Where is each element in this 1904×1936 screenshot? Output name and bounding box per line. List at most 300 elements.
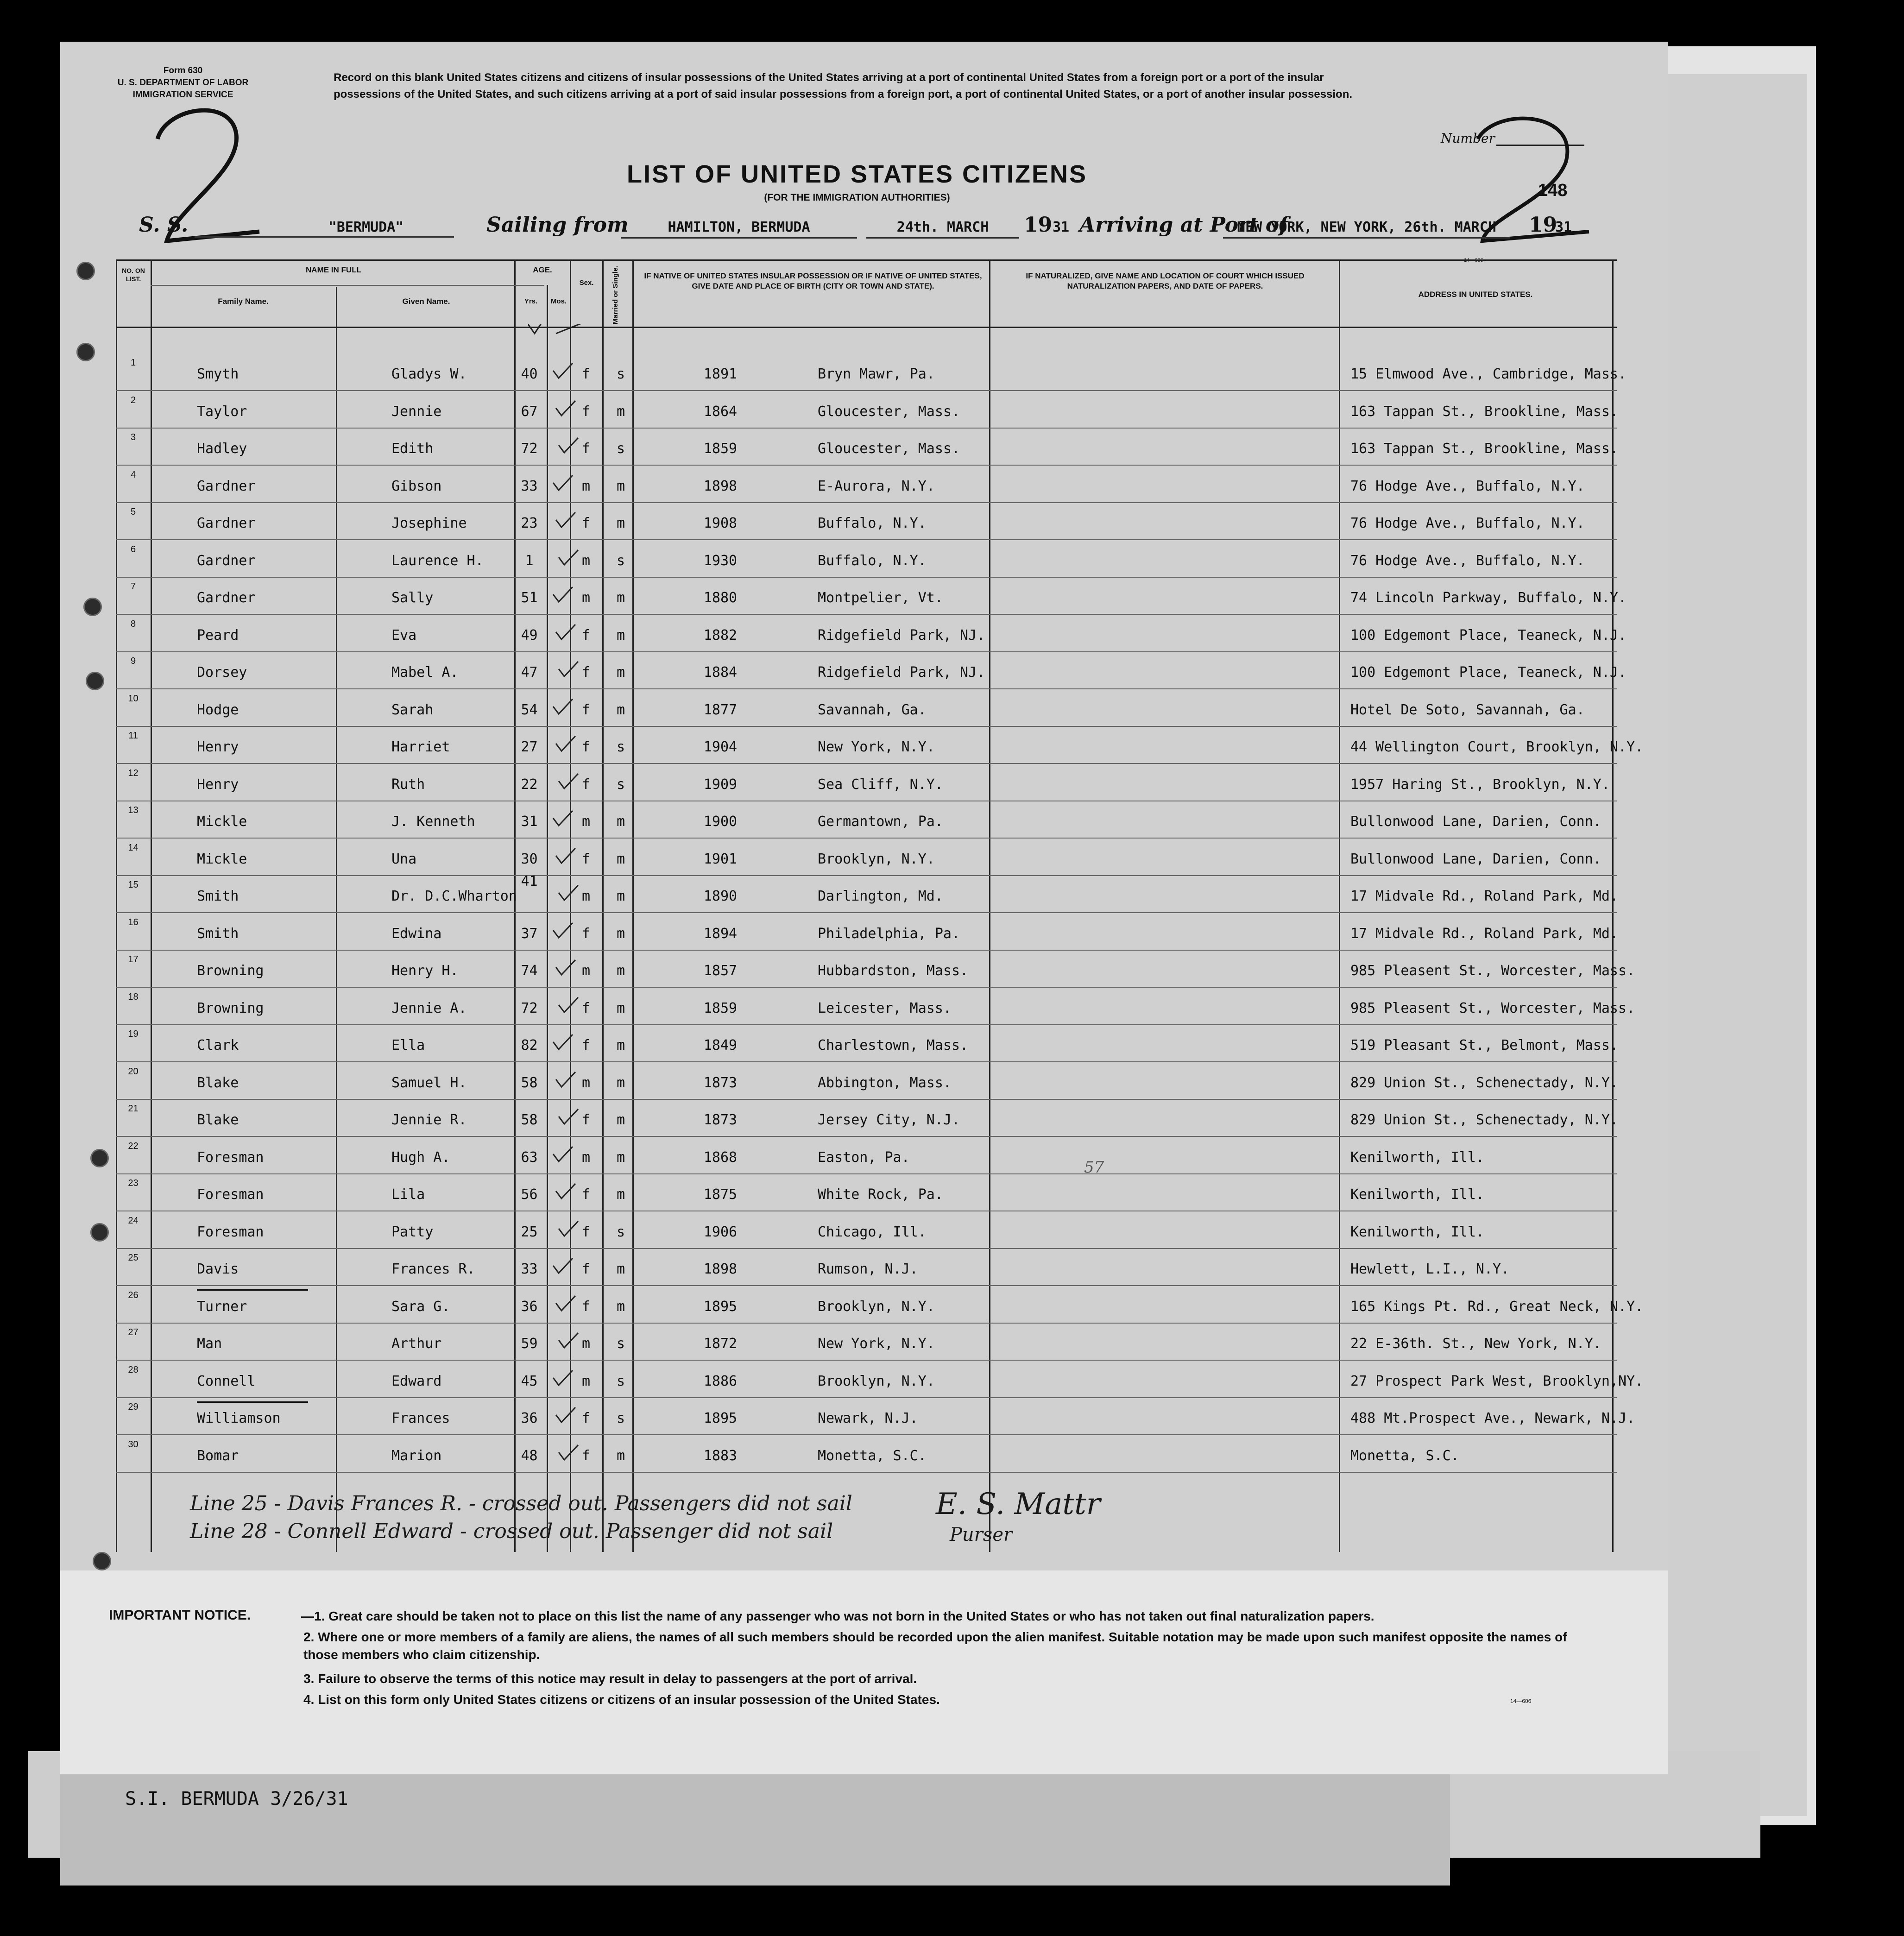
cell-address: Bullonwood Lane, Darien, Conn.: [1350, 813, 1601, 830]
cell-address: 165 Kings Pt. Rd., Great Neck, N.Y.: [1350, 1298, 1644, 1315]
row-number: 4: [130, 469, 136, 480]
cell-year: 1872: [703, 1336, 738, 1352]
cell-family: Gardner: [197, 590, 256, 606]
cell-place: Leicester, Mass.: [818, 1000, 952, 1016]
row-rule: [116, 1061, 1617, 1062]
row-number: 29: [128, 1402, 139, 1412]
row-rule: [116, 763, 1617, 764]
cell-year: 1873: [703, 1112, 738, 1128]
cell-given: Jennie: [391, 403, 442, 420]
cell-mar: m: [616, 1074, 625, 1091]
cell-year: 1895: [703, 1410, 738, 1426]
row-rule: [116, 1323, 1617, 1324]
cell-mar: s: [616, 552, 625, 569]
cell-yrs: 36: [521, 1298, 538, 1315]
cell-place: Buffalo, N.Y.: [818, 552, 927, 569]
row-rule: [116, 577, 1617, 578]
cell-address: Hotel De Soto, Savannah, Ga.: [1350, 701, 1585, 718]
cell-place: Gloucester, Mass.: [818, 441, 960, 457]
cell-address: 17 Midvale Rd., Roland Park, Md.: [1350, 925, 1618, 942]
cell-family: Henry: [197, 776, 239, 793]
header-sex: Sex.: [579, 279, 594, 287]
cell-given: Edith: [391, 441, 434, 457]
check-mark: [557, 661, 580, 681]
cell-yrs: 41: [521, 873, 538, 889]
number-label: Number: [1441, 131, 1495, 146]
cell-yrs: 36: [521, 1410, 538, 1426]
cell-year: 1901: [703, 851, 738, 867]
check-mark: [554, 959, 577, 979]
check-mark: [551, 1034, 574, 1054]
cell-address: Kenilworth, Ill.: [1350, 1149, 1484, 1166]
cell-family: Gardner: [197, 478, 256, 494]
row-rule: [116, 651, 1617, 652]
cell-family: Foresman: [197, 1186, 264, 1203]
cell-family: Taylor: [197, 403, 247, 420]
cell-yrs: 45: [521, 1373, 538, 1389]
cell-place: Brooklyn, N.Y.: [818, 1373, 935, 1389]
cell-given: Samuel H.: [391, 1074, 467, 1091]
check-mark: [551, 474, 574, 495]
cell-yrs: 54: [521, 701, 538, 718]
cell-given: Mabel A.: [391, 664, 459, 681]
cell-sex: f: [581, 366, 591, 382]
cell-given: Patty: [391, 1223, 434, 1240]
cell-given: Eva: [391, 627, 417, 643]
cell-yrs: 1: [525, 552, 534, 569]
cell-family: Dorsey: [197, 664, 247, 681]
col-divider: [514, 259, 516, 1552]
cell-yrs: 27: [521, 739, 538, 755]
row-number: 13: [128, 805, 139, 815]
cell-given: Jennie A.: [391, 1000, 467, 1016]
cell-sex: f: [581, 1298, 591, 1315]
notice-item-4: 4. List on this form only United States citizens or citizens of an insular possession of the United States.: [303, 1692, 940, 1707]
check-mark: [554, 1406, 577, 1427]
cell-year: 1891: [703, 366, 738, 382]
cell-address: 829 Union St., Schenectady, N.Y.: [1350, 1112, 1618, 1128]
cell-family: Turner: [197, 1298, 247, 1315]
cell-sex: f: [581, 701, 591, 718]
cell-year: 1882: [703, 627, 738, 643]
check-mark: [554, 1071, 577, 1091]
sailing-label: Sailing from: [486, 213, 629, 237]
cell-given: Sally: [391, 590, 434, 606]
row-rule: [116, 688, 1617, 689]
cell-yrs: 31: [521, 813, 538, 830]
cell-year: 1884: [703, 664, 738, 681]
cell-sex: f: [581, 776, 591, 793]
cell-place: Newark, N.J.: [818, 1410, 918, 1426]
punch-hole: [86, 672, 104, 690]
row-number: 14: [128, 842, 139, 853]
cell-mar: m: [616, 515, 625, 531]
cell-year: 1890: [703, 888, 738, 904]
cell-place: New York, N.Y.: [818, 1336, 935, 1352]
note-line-28: Line 28 - Connell Edward - crossed out. Passenger did not sail: [190, 1520, 833, 1543]
cell-family: Smyth: [197, 366, 239, 382]
header-family-name: Family Name.: [218, 297, 269, 306]
form-code: 14—606: [1464, 258, 1483, 263]
year-prefix: 19: [1024, 213, 1053, 237]
cell-yrs: 47: [521, 664, 538, 681]
cell-year: 1859: [703, 441, 738, 457]
col-divider: [336, 287, 337, 1552]
cell-address: 74 Lincoln Parkway, Buffalo, N.Y.: [1350, 590, 1627, 606]
cell-mar: s: [616, 1373, 625, 1389]
punch-hole: [90, 1149, 109, 1167]
cell-yrs: 30: [521, 851, 538, 867]
cell-sex: f: [581, 515, 591, 531]
row-number: 17: [128, 954, 139, 965]
row-rule: [116, 1136, 1617, 1137]
cell-mar: m: [616, 963, 625, 979]
row-number: 15: [128, 880, 139, 890]
cell-family: Gardner: [197, 515, 256, 531]
cell-given: Sara G.: [391, 1298, 450, 1315]
cell-family: Mickle: [197, 851, 247, 867]
row-number: 2: [130, 395, 136, 405]
row-number: 18: [128, 991, 139, 1002]
cell-family: Foresman: [197, 1149, 264, 1166]
page-subtitle: (FOR THE IMMIGRATION AUTHORITIES): [764, 192, 950, 203]
cell-mar: m: [616, 403, 625, 420]
arrival-year-prefix: 19: [1529, 213, 1557, 237]
cell-address: Kenilworth, Ill.: [1350, 1223, 1484, 1240]
row-number: 8: [130, 618, 136, 629]
from-port: HAMILTON, BERMUDA: [621, 219, 857, 239]
cell-place: E-Aurora, N.Y.: [818, 478, 935, 494]
cell-family: Hadley: [197, 441, 247, 457]
cell-place: Savannah, Ga.: [818, 701, 927, 718]
cell-yrs: 49: [521, 627, 538, 643]
cell-mar: s: [616, 1410, 625, 1426]
cell-address: Monetta, S.C.: [1350, 1447, 1459, 1464]
cell-given: Sarah: [391, 701, 434, 718]
row-rule: [116, 1397, 1617, 1398]
cell-place: Bryn Mawr, Pa.: [818, 366, 935, 382]
row-number: 20: [128, 1066, 139, 1077]
arriving-label: Arriving at Port of: [1079, 213, 1288, 237]
cell-yrs: 33: [521, 478, 538, 494]
form-code-bottom: 14—606: [1510, 1698, 1532, 1704]
cell-place: White Rock, Pa.: [818, 1186, 943, 1203]
cell-sex: f: [581, 1000, 591, 1016]
punch-hole: [76, 262, 95, 280]
cell-family: Peard: [197, 627, 239, 643]
cell-sex: f: [581, 1261, 591, 1277]
cell-address: 27 Prospect Park West, Brooklyn,NY.: [1350, 1373, 1644, 1389]
row-rule: [116, 1099, 1617, 1100]
row-number: 6: [130, 544, 136, 555]
cell-address: 100 Edgemont Place, Teaneck, N.J.: [1350, 627, 1627, 643]
cell-address: 519 Pleasant St., Belmont, Mass.: [1350, 1037, 1618, 1053]
cell-year: 1898: [703, 1261, 738, 1277]
row-number: 21: [128, 1104, 139, 1114]
row-rule: [116, 950, 1617, 951]
cell-address: 985 Pleasent St., Worcester, Mass.: [1350, 963, 1635, 979]
header-yrs: Yrs.: [524, 297, 538, 305]
cell-mar: m: [616, 925, 625, 942]
cell-yrs: 67: [521, 403, 538, 420]
cell-mar: m: [616, 1037, 625, 1053]
row-rule: [116, 465, 1617, 466]
cell-mar: m: [616, 1112, 625, 1128]
cell-year: 1900: [703, 813, 738, 830]
cell-sex: m: [581, 1373, 591, 1389]
cell-year: 1880: [703, 590, 738, 606]
department: U. S. DEPARTMENT OF LABOR: [117, 78, 249, 88]
cell-year: 1895: [703, 1298, 738, 1315]
header-age: AGE.: [533, 265, 552, 274]
cell-address: 985 Pleasent St., Worcester, Mass.: [1350, 1000, 1635, 1016]
arrival-year: 31: [1555, 219, 1572, 235]
cell-sex: f: [581, 925, 591, 942]
cell-mar: m: [616, 1298, 625, 1315]
cell-yrs: 37: [521, 925, 538, 942]
row-number: 25: [128, 1253, 139, 1263]
cell-address: 488 Mt.Prospect Ave., Newark, N.J.: [1350, 1410, 1635, 1426]
cell-mar: s: [616, 1336, 625, 1352]
check-mark: [557, 1220, 580, 1241]
row-rule: [116, 428, 1617, 429]
cell-address: 76 Hodge Ave., Buffalo, N.Y.: [1350, 515, 1585, 531]
cell-sex: m: [581, 963, 591, 979]
cell-sex: f: [581, 1186, 591, 1203]
strike-line: [197, 1401, 308, 1403]
cell-given: Laurence H.: [391, 552, 484, 569]
cell-year: 1857: [703, 963, 738, 979]
page-number: 148: [1538, 181, 1568, 200]
row-rule: [116, 912, 1617, 913]
row-number: 28: [128, 1364, 139, 1375]
cell-yrs: 48: [521, 1447, 538, 1464]
cell-year: 1859: [703, 1000, 738, 1016]
cell-sex: f: [581, 1447, 591, 1464]
intro-text: Record on this blank United States citizens and citizens of insular possessions of the United States arriving at a port of continental United States from a foreign port or a port of the insular possessions of the United States, and such citizens arriving at a port of said insular possessions from a foreign port, a port of continental United States, or a port of another insular possession.: [334, 71, 1353, 101]
cell-place: Darlington, Md.: [818, 888, 943, 904]
cell-sex: m: [581, 1149, 591, 1166]
col-divider: [1339, 259, 1340, 1552]
cell-mar: m: [616, 627, 625, 643]
cell-family: Browning: [197, 1000, 264, 1016]
cell-family: Foresman: [197, 1223, 264, 1240]
row-number: 27: [128, 1327, 139, 1337]
cell-sex: f: [581, 1112, 591, 1128]
punch-hole: [76, 343, 95, 361]
checkmark-column: [528, 324, 635, 1482]
cell-address: 76 Hodge Ave., Buffalo, N.Y.: [1350, 478, 1585, 494]
cell-sex: f: [581, 627, 591, 643]
cell-given: Ella: [391, 1037, 425, 1053]
row-rule: [116, 390, 1617, 391]
header-address: ADDRESS IN UNITED STATES.: [1418, 290, 1533, 299]
cell-address: 1957 Haring St., Brooklyn, N.Y.: [1350, 776, 1610, 793]
cell-year: 1877: [703, 701, 738, 718]
form-number: Form 630: [163, 66, 203, 76]
cell-year: 1886: [703, 1373, 738, 1389]
cell-given: Frances R.: [391, 1261, 475, 1277]
cell-sex: f: [581, 403, 591, 420]
row-rule: [116, 539, 1617, 540]
page-title: LIST OF UNITED STATES CITIZENS: [627, 160, 1087, 188]
cell-given: Dr. D.C.Wharton: [391, 888, 517, 904]
cell-place: Germantown, Pa.: [818, 813, 943, 830]
cell-place: Philadelphia, Pa.: [818, 925, 960, 942]
cell-family: Henry: [197, 739, 239, 755]
cell-place: Monetta, S.C.: [818, 1447, 927, 1464]
check-mark: [557, 773, 580, 793]
cell-given: Arthur: [391, 1336, 442, 1352]
cell-mar: m: [616, 590, 625, 606]
check-mark: [554, 400, 577, 420]
cell-given: Gladys W.: [391, 366, 467, 382]
note-line-25: Line 25 - Davis Frances R. - crossed out. Passengers did not sail: [190, 1492, 852, 1515]
cell-family: Smith: [197, 888, 239, 904]
row-rule: [116, 1434, 1617, 1435]
row-rule: [116, 1285, 1617, 1286]
row-rule: [116, 1024, 1617, 1025]
cell-sex: f: [581, 441, 591, 457]
ship-name: "BERMUDA": [328, 219, 404, 235]
cell-place: Easton, Pa.: [818, 1149, 910, 1166]
row-number: 3: [130, 432, 136, 442]
notice-item-1: —1. Great care should be taken not to place on this list the name of any passenger who was not born in the United States or who has not taken out final naturalization papers.: [301, 1609, 1374, 1623]
cell-address: 76 Hodge Ave., Buffalo, N.Y.: [1350, 552, 1585, 569]
row-number: 19: [128, 1029, 139, 1039]
cell-mar: m: [616, 664, 625, 681]
cell-mar: s: [616, 441, 625, 457]
check-mark: [551, 698, 574, 719]
check-mark: [551, 810, 574, 830]
cell-sex: m: [581, 1074, 591, 1091]
cell-family: Bomar: [197, 1447, 239, 1464]
row-rule: [116, 1472, 1617, 1473]
row-rule: [116, 1360, 1617, 1361]
cell-family: Williamson: [197, 1410, 281, 1426]
header-birth: IF NATIVE OF UNITED STATES INSULAR POSSESSION OR IF NATIVE OF UNITED STATES, GIVE DATE AND PLACE OF BIRTH (CITY OR TOWN AND STATE).: [644, 271, 982, 290]
cell-address: 163 Tappan St., Brookline, Mass.: [1350, 403, 1618, 420]
cell-given: Jennie R.: [391, 1112, 467, 1128]
row-rule: [116, 875, 1617, 876]
cell-sex: f: [581, 739, 591, 755]
cell-place: Charlestown, Mass.: [818, 1037, 969, 1053]
check-mark: [551, 922, 574, 942]
col-divider: [116, 259, 117, 1552]
underlying-page: [1658, 74, 1807, 1816]
row-number: 26: [128, 1290, 139, 1300]
cell-place: Brooklyn, N.Y.: [818, 851, 935, 867]
cell-sex: m: [581, 1336, 591, 1352]
cell-yrs: 56: [521, 1186, 538, 1203]
row-rule: [116, 502, 1617, 503]
header-given-name: Given Name.: [402, 297, 450, 306]
ss-label: S. S.: [139, 213, 189, 237]
cell-given: Ruth: [391, 776, 425, 793]
cell-place: Rumson, N.J.: [818, 1261, 918, 1277]
cell-year: 1883: [703, 1447, 738, 1464]
check-mark: [557, 996, 580, 1017]
check-mark: [557, 549, 580, 569]
cell-place: Hubbardston, Mass.: [818, 963, 969, 979]
cell-sex: f: [581, 1410, 591, 1426]
row-rule: [116, 1173, 1617, 1174]
cell-yrs: 33: [521, 1261, 538, 1277]
cell-sex: f: [581, 664, 591, 681]
row-number: 11: [128, 731, 138, 741]
cell-address: 829 Union St., Schenectady, N.Y.: [1350, 1074, 1618, 1091]
cell-address: Hewlett, L.I., N.Y.: [1350, 1261, 1510, 1277]
cell-yrs: 59: [521, 1336, 538, 1352]
cell-year: 1875: [703, 1186, 738, 1203]
cell-family: Davis: [197, 1261, 239, 1277]
cell-place: Brooklyn, N.Y.: [818, 1298, 935, 1315]
cell-yrs: 63: [521, 1149, 538, 1166]
notice-item-3: 3. Failure to observe the terms of this notice may result in delay to passengers at the port of arrival.: [303, 1671, 917, 1686]
cell-yrs: 72: [521, 441, 538, 457]
from-year: 31: [1052, 219, 1070, 235]
cell-yrs: 40: [521, 366, 538, 382]
cell-family: Connell: [197, 1373, 256, 1389]
cell-yrs: 74: [521, 963, 538, 979]
cell-address: 163 Tappan St., Brookline, Mass.: [1350, 441, 1618, 457]
cell-family: Clark: [197, 1037, 239, 1053]
cell-place: Buffalo, N.Y.: [818, 515, 927, 531]
cell-yrs: 22: [521, 776, 538, 793]
cell-family: Mickle: [197, 813, 247, 830]
cell-yrs: 82: [521, 1037, 538, 1053]
row-number: 24: [128, 1215, 139, 1226]
cell-place: Jersey City, N.J.: [818, 1112, 960, 1128]
cell-address: 15 Elmwood Ave., Cambridge, Mass.: [1350, 366, 1627, 382]
cell-year: 1894: [703, 925, 738, 942]
row-rule: [116, 987, 1617, 988]
check-mark: [554, 847, 577, 868]
col-divider: [989, 259, 990, 1552]
check-mark: [554, 511, 577, 532]
header-name-in-full: NAME IN FULL: [306, 265, 361, 274]
cell-address: 17 Midvale Rd., Roland Park, Md.: [1350, 888, 1618, 904]
cell-place: Abbington, Mass.: [818, 1074, 952, 1091]
check-mark: [557, 1332, 580, 1352]
cell-year: 1864: [703, 403, 738, 420]
cell-mar: m: [616, 1000, 625, 1016]
arrival-port-date: NEW YORK, NEW YORK, 26th. MARCH: [1223, 219, 1510, 239]
check-mark: [551, 1146, 574, 1166]
row-rule: [116, 726, 1617, 727]
cell-year: 1873: [703, 1074, 738, 1091]
punch-hole: [83, 598, 102, 616]
row-number: 16: [128, 917, 139, 927]
cell-given: Una: [391, 851, 417, 867]
punch-hole: [93, 1552, 111, 1570]
check-mark: [551, 586, 574, 606]
cell-mar: s: [616, 776, 625, 793]
strike-line: [197, 1289, 308, 1291]
cell-given: Edwina: [391, 925, 442, 942]
cell-year: 1868: [703, 1149, 738, 1166]
cell-mar: m: [616, 1447, 625, 1464]
check-mark: [551, 1369, 574, 1390]
cell-sex: m: [581, 888, 591, 904]
header-naturalized: IF NATURALIZED, GIVE NAME AND LOCATION OF COURT WHICH ISSUED NATURALIZATION PAPERS, AND DATE OF PAPERS.: [1026, 271, 1305, 290]
check-mark: [554, 735, 577, 756]
cell-mar: m: [616, 888, 625, 904]
row-number: 1: [130, 358, 136, 368]
cell-given: Hugh A.: [391, 1149, 450, 1166]
cell-mar: m: [616, 1186, 625, 1203]
cell-yrs: 58: [521, 1112, 538, 1128]
